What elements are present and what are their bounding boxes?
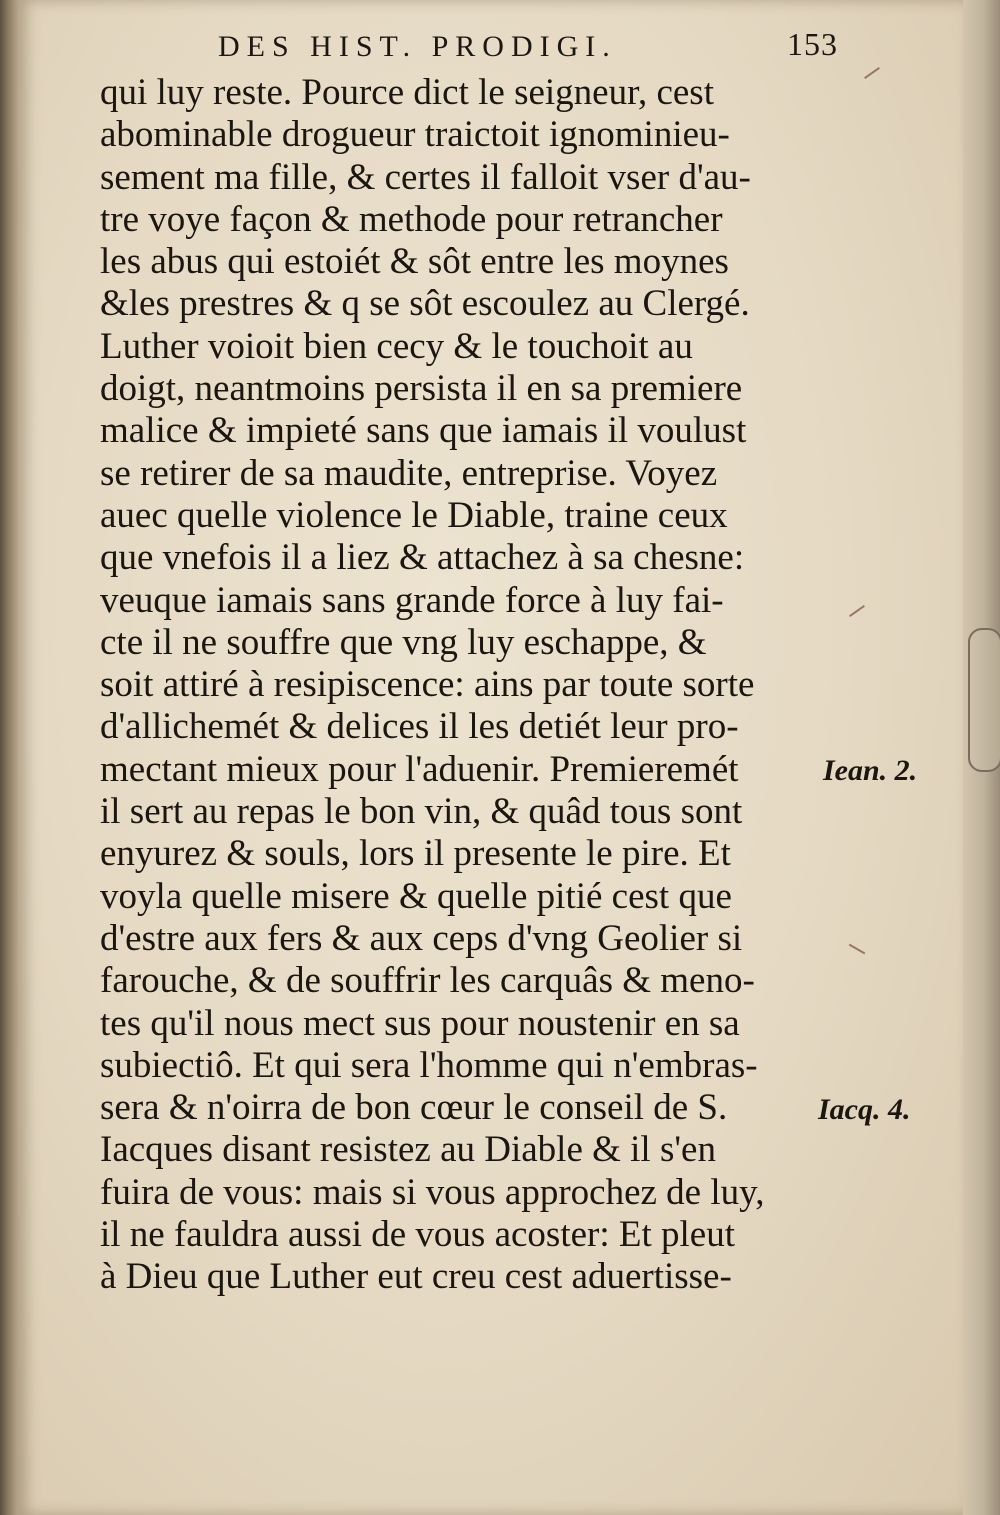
book-clip xyxy=(968,628,1000,772)
text-line: fuira de vous: mais si vous approchez de luy, xyxy=(100,1171,765,1213)
page-header xyxy=(218,22,838,66)
text-line: farouche, & de souffrir les carquâs & meno- xyxy=(100,960,755,1002)
ink-mark xyxy=(849,605,865,617)
text-line: d'allichemét & delices il les detiét leur pro- xyxy=(100,706,739,748)
text-line: sement ma fille, & certes il falloit vser d'au- xyxy=(100,156,751,198)
text-line: subiectiô. Et qui sera l'homme qui n'embras- xyxy=(100,1044,758,1086)
text-line: &les prestres & q se sôt escoulez au Clergé. xyxy=(100,283,750,325)
text-line: Iacques disant resistez au Diable & il s'en xyxy=(100,1129,716,1171)
marginal-note: Iacq. 4. xyxy=(818,1093,911,1126)
text-line: sera & n'oirra de bon cœur le conseil de S. xyxy=(100,1087,728,1129)
ink-mark xyxy=(864,67,880,79)
text-line: que vnefois il a liez & attachez à sa chesne: xyxy=(100,537,745,579)
text-line: tre voye façon & methode pour retrancher xyxy=(100,198,723,240)
text-line: mectant mieux pour l'aduenir. Premieremét xyxy=(100,748,739,790)
text-line: auec quelle violence le Diable, traine ceux xyxy=(100,494,728,536)
text-line: soit attiré à resipiscence: ains par toute sorte xyxy=(100,664,755,706)
running-head: DES HIST. PRODIGI. xyxy=(218,30,617,63)
text-line: enyurez & souls, lors il presente le pire. Et xyxy=(100,833,731,875)
text-line: il ne fauldra aussi de vous acoster: Et pleut xyxy=(100,1214,735,1256)
body-text xyxy=(100,72,820,1299)
page-number: 153 xyxy=(787,26,838,62)
text-line: veuque iamais sans grande force à luy fai- xyxy=(100,579,724,621)
text-line: à Dieu que Luther eut creu cest aduertisse- xyxy=(100,1256,732,1298)
text-line: voyla quelle misere & quelle pitié cest que xyxy=(100,875,732,917)
book-page xyxy=(18,0,963,1515)
text-line: tes qu'il nous mect sus pour noustenir en sa xyxy=(100,1002,740,1044)
text-line: abominable drogueur traictoit ignominieu- xyxy=(100,114,730,156)
text-line: Luther voioit bien cecy & le touchoit au xyxy=(100,325,693,367)
text-line: malice & impieté sans que iamais il voulust xyxy=(100,410,747,452)
text-line: qui luy reste. Pource dict le seigneur, cest xyxy=(100,72,714,113)
marginal-note: Iean. 2. xyxy=(823,754,918,787)
text-line: cte il ne souffre que vng luy eschappe, & xyxy=(100,621,707,663)
text-line: d'estre aux fers & aux ceps d'vng Geolier si xyxy=(100,917,743,959)
text-line: se retirer de sa maudite, entreprise. Voyez xyxy=(100,452,718,494)
text-line: il sert au repas le bon vin, & quâd tous sont xyxy=(100,791,743,833)
text-line: doigt, neantmoins persista il en sa premiere xyxy=(100,368,743,410)
ink-mark xyxy=(849,944,866,955)
text-line: les abus qui estoiét & sôt entre les moynes xyxy=(100,241,729,283)
